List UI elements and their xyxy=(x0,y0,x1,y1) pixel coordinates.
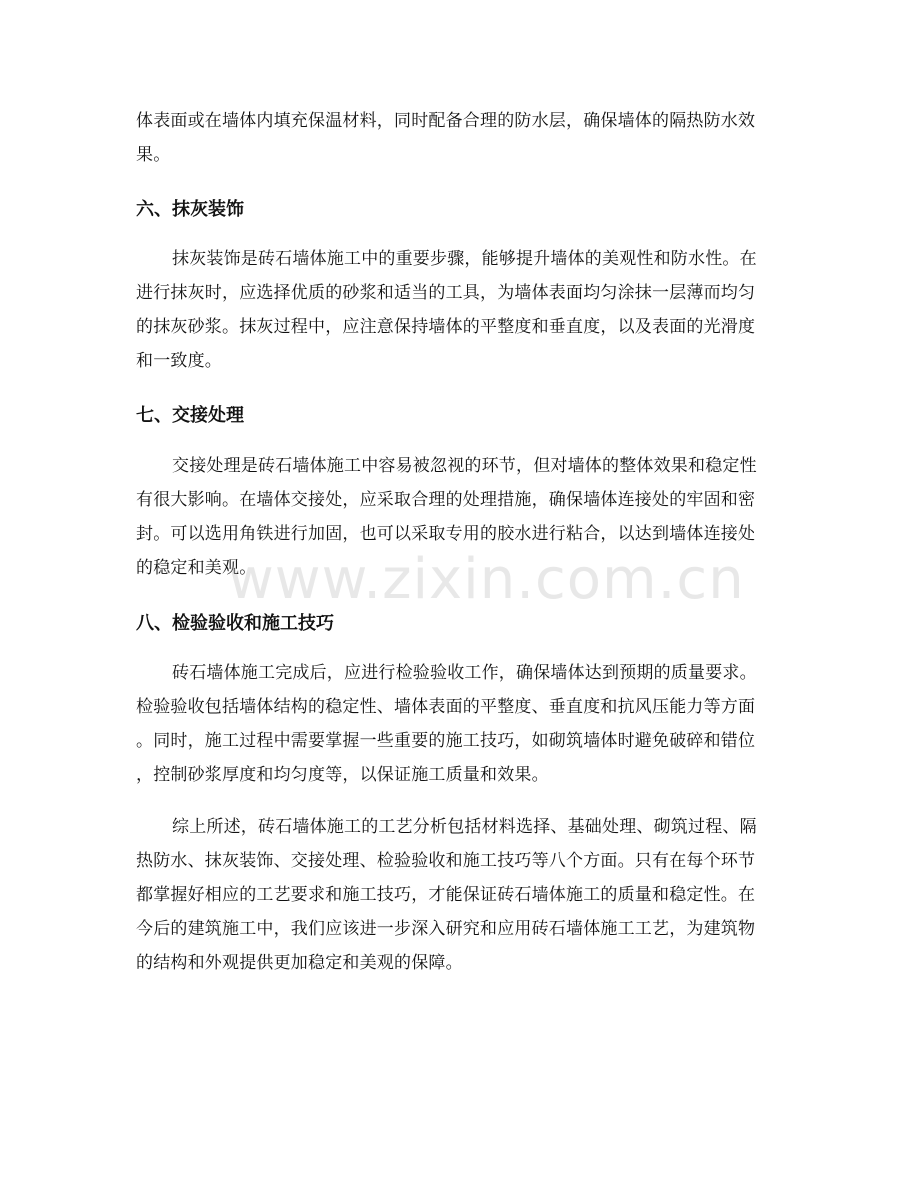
paragraph-line: 综上所述，砖石墙体施工的工艺分析包括材料选择、基础处理、砌筑过程、隔 xyxy=(172,817,757,837)
paragraph-line: 抹灰装饰是砖石墙体施工中的重要步骤，能够提升墙体的美观性和防水性。在 xyxy=(172,249,757,269)
paragraph-line: 砖石墙体施工完成后，应进行检验验收工作，确保墙体达到预期的质量要求。 xyxy=(172,663,757,683)
paragraph-line: 今后的建筑施工中，我们应该进一步深入研究和应用砖石墙体施工工艺，为建筑物 xyxy=(136,919,756,939)
section-8-paragraph xyxy=(136,656,784,792)
paragraph-line: 都掌握好相应的工艺要求和施工技巧，才能保证砖石墙体施工的质量和稳定性。在 xyxy=(136,885,756,905)
section-8-heading: 八、检验验收和施工技巧 xyxy=(136,613,334,634)
paragraph-line: 体表面或在墙体内填充保温材料，同时配备合理的防水层，确保墙体的隔热防水效 xyxy=(136,111,756,131)
paragraph-line: ，控制砂浆厚度和均匀度等，以保证施工质量和效果。 xyxy=(136,765,549,785)
section-6-paragraph xyxy=(136,242,784,378)
conclusion-paragraph xyxy=(136,810,784,980)
paragraph-line: 果。 xyxy=(136,145,171,165)
paragraph-line: 有很大影响。在墙体交接处，应采取合理的处理措施，确保墙体连接处的牢固和密 xyxy=(136,490,756,510)
paragraph-line: 进行抹灰时，应选择优质的砂浆和适当的工具，为墙体表面均匀涂抹一层薄而均匀 xyxy=(136,283,756,303)
paragraph-line: 的抹灰砂浆。抹灰过程中，应注意保持墙体的平整度和垂直度，以及表面的光滑度 xyxy=(136,317,756,337)
paragraph-line: 的稳定和美观。 xyxy=(136,558,257,578)
intro-paragraph xyxy=(136,104,784,172)
paragraph-line: 和一致度。 xyxy=(136,351,222,371)
paragraph-line: 热防水、抹灰装饰、交接处理、检验验收和施工技巧等八个方面。只有在每个环节 xyxy=(136,851,756,871)
watermark: www.zixin.com.cn xyxy=(228,547,745,612)
section-6-heading: 六、抹灰装饰 xyxy=(136,199,244,220)
paragraph-line: 封。可以选用角铁进行加固，也可以采取专用的胶水进行粘合，以达到墙体连接处 xyxy=(136,524,756,544)
paragraph-line: 交接处理是砖石墙体施工中容易被忽视的环节，但对墙体的整体效果和稳定性 xyxy=(172,456,757,476)
paragraph-line: 。同时，施工过程中需要掌握一些重要的施工技巧，如砌筑墙体时避免破碎和错位 xyxy=(136,731,756,751)
section-7-heading: 七、交接处理 xyxy=(136,405,244,426)
section-7-paragraph xyxy=(136,449,784,585)
paragraph-line: 的结构和外观提供更加稳定和美观的保障。 xyxy=(136,953,463,973)
paragraph-line: 检验验收包括墙体结构的稳定性、墙体表面的平整度、垂直度和抗风压能力等方面 xyxy=(136,697,756,717)
